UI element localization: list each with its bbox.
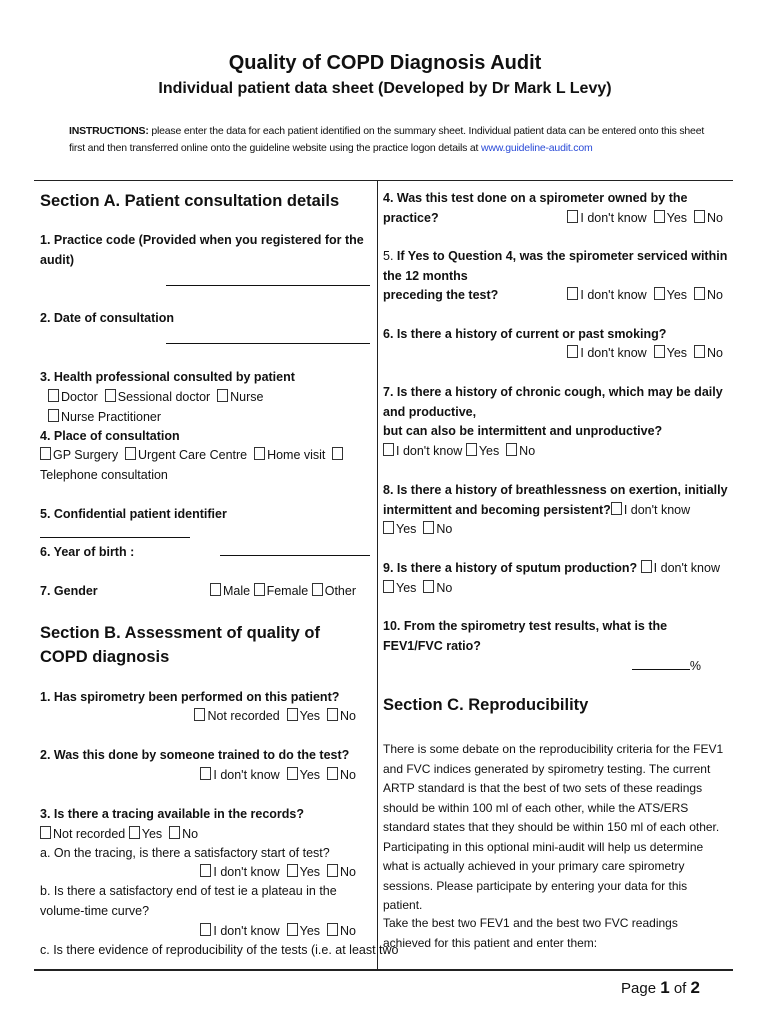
option-yes[interactable]: Yes: [466, 444, 499, 458]
option-yes[interactable]: Yes: [287, 865, 320, 879]
checkbox[interactable]: [567, 210, 578, 223]
section-a-q4: 4. Place of consultation: [40, 429, 180, 443]
option-nurse[interactable]: Nurse: [217, 390, 263, 404]
section-b-q3c: c. Is there evidence of reproducibility of the tests (i.e. at least two: [40, 943, 399, 957]
checkbox[interactable]: [287, 923, 298, 936]
serviced-options: [383, 286, 729, 306]
option-dont-know[interactable]: I don't know: [200, 768, 279, 782]
professional-options: [40, 388, 378, 427]
option-yes[interactable]: Yes: [383, 522, 416, 536]
option-no[interactable]: No: [694, 211, 723, 225]
option-nurse-practitioner[interactable]: Nurse Practitioner: [48, 410, 161, 424]
checkbox[interactable]: [327, 923, 338, 936]
checkbox[interactable]: [383, 521, 394, 534]
option-yes[interactable]: Yes: [129, 827, 162, 841]
checkbox[interactable]: [129, 826, 140, 839]
spirometer-owned-options: [383, 209, 729, 229]
checkbox[interactable]: [169, 826, 180, 839]
checkbox[interactable]: [125, 447, 136, 460]
option-other[interactable]: Other: [312, 584, 356, 598]
section-b-q3: 3. Is there a tracing available in the records? Not recorded Yes No: [40, 807, 304, 841]
checkbox[interactable]: [194, 708, 205, 721]
section-a-heading: Section A. Patient consultation details: [40, 192, 340, 210]
option-dont-know[interactable]: I don't know: [200, 924, 279, 938]
section-b-q3b: b. Is there a satisfactory end of test ie a plateau in the volume-time curve?: [40, 884, 337, 918]
option-dont-know[interactable]: I don't know: [567, 346, 646, 360]
checkbox[interactable]: [200, 864, 211, 877]
checkbox[interactable]: [611, 502, 622, 515]
section-c-paragraph-2: Take the best two FEV1 and the best two FVC readings achieved for this patient and enter them:: [383, 916, 678, 950]
checkbox[interactable]: [654, 345, 665, 358]
column-divider: [377, 180, 378, 970]
checkbox[interactable]: [48, 409, 59, 422]
checkbox[interactable]: [694, 345, 705, 358]
option-home-visit[interactable]: Home visit: [254, 448, 325, 462]
checkbox[interactable]: [383, 580, 394, 593]
option-dont-know[interactable]: I don't know: [611, 503, 690, 517]
option-female[interactable]: Female: [254, 584, 309, 598]
checkbox[interactable]: [567, 287, 578, 300]
option-doctor[interactable]: Doctor: [48, 390, 98, 404]
instructions-label: INSTRUCTIONS:: [69, 125, 149, 137]
checkbox[interactable]: [654, 287, 665, 300]
checkbox[interactable]: [40, 826, 51, 839]
option-yes[interactable]: Yes: [654, 211, 687, 225]
checkbox[interactable]: [506, 443, 517, 456]
checkbox[interactable]: [567, 345, 578, 358]
right-q6: 6. Is there a history of current or past smoking?: [383, 327, 667, 341]
option-no[interactable]: No: [327, 924, 356, 938]
option-dont-know[interactable]: I don't know: [567, 211, 646, 225]
option-no[interactable]: No: [694, 346, 723, 360]
checkbox[interactable]: [312, 583, 323, 596]
start-options: [40, 863, 370, 883]
option-dont-know[interactable]: I don't know: [383, 444, 462, 458]
option-not-recorded[interactable]: Not recorded: [40, 827, 125, 841]
smoking-options: [383, 344, 729, 364]
option-yes[interactable]: Yes: [383, 581, 416, 595]
option-no[interactable]: No: [327, 709, 356, 723]
checkbox[interactable]: [694, 287, 705, 300]
checkbox[interactable]: [40, 447, 51, 460]
practice-code-field[interactable]: [40, 273, 370, 293]
section-b-q3a: a. On the tracing, is there a satisfactory start of test?: [40, 846, 330, 860]
consultation-date-field[interactable]: [40, 331, 370, 351]
section-b-q2: 2. Was this done by someone trained to do the test?: [40, 748, 350, 762]
option-dont-know[interactable]: I don't know: [200, 865, 279, 879]
checkbox[interactable]: [423, 521, 434, 534]
right-q7b: but can also be intermittent and unproductive?I don't know Yes No: [383, 424, 663, 458]
section-c-heading: Section C. Reproducibility: [383, 696, 589, 714]
section-a-q7: 7. Gender: [40, 584, 98, 598]
checkbox[interactable]: [48, 389, 59, 402]
checkbox[interactable]: [327, 767, 338, 780]
option-dont-know[interactable]: I don't know: [641, 561, 720, 575]
document-subtitle: Individual patient data sheet (Developed by Dr Mark L Levy): [158, 80, 612, 97]
checkbox[interactable]: [287, 708, 298, 721]
option-yes[interactable]: Yes: [287, 768, 320, 782]
option-no[interactable]: No: [423, 581, 452, 595]
checkbox[interactable]: [641, 560, 652, 573]
right-q9: 9. Is there a history of sputum production? I don't know Yes No: [383, 561, 720, 595]
checkbox[interactable]: [332, 447, 343, 460]
option-yes[interactable]: Yes: [287, 924, 320, 938]
guideline-link[interactable]: www.guideline-audit.com: [480, 142, 593, 154]
option-dont-know[interactable]: I don't know: [567, 288, 646, 302]
section-b-heading: Section B. Assessment of quality of COPD diagnosis: [40, 624, 320, 666]
option-no[interactable]: No: [694, 288, 723, 302]
option-yes[interactable]: Yes: [654, 288, 687, 302]
option-male[interactable]: Male: [210, 584, 250, 598]
section-a-q1: 1. Practice code (Provided when you registered for the audit): [40, 233, 364, 267]
checkbox[interactable]: [423, 580, 434, 593]
option-no[interactable]: No: [327, 865, 356, 879]
option-sessional-doctor[interactable]: Sessional doctor: [105, 390, 210, 404]
option-urgent-care[interactable]: Urgent Care Centre: [125, 448, 247, 462]
option-gp-surgery[interactable]: GP Surgery: [40, 448, 118, 462]
checkbox[interactable]: [105, 389, 116, 402]
right-q5b: preceding the test?: [383, 288, 499, 302]
option-yes[interactable]: Yes: [654, 346, 687, 360]
end-options: [40, 922, 370, 942]
option-no[interactable]: No: [423, 522, 452, 536]
year-of-birth-field[interactable]: [40, 543, 370, 563]
place-options: [40, 446, 370, 485]
gender-options: [40, 582, 370, 602]
percent-unit: %: [689, 659, 701, 673]
trained-options: [40, 766, 370, 786]
page-number: 1: [660, 978, 670, 997]
page-footer: Page 1 of 2: [621, 978, 700, 997]
option-no[interactable]: No: [506, 444, 535, 458]
patient-identifier-field[interactable]: [40, 525, 190, 538]
right-q10: 10. From the spirometry test results, what is the FEV1/FVC ratio?: [383, 619, 668, 653]
section-c-paragraph-1: There is some debate on the reproducibility criteria for the FEV1 and FVC indices generated by spirometry testing. The current ARTP standard is that the best of two sets of these readings should be within 100 ml of each other, while the ATS/ERS standard states that they should be within 150 ml of each other. Participating in this optional mini-audit will help us determine what is actually achieved in your primary care spirometry sessions. Please participate by entering your data for this patient.: [383, 742, 724, 912]
checkbox[interactable]: [254, 447, 265, 460]
instructions: [69, 123, 709, 157]
checkbox[interactable]: [217, 389, 228, 402]
section-a-q3: 3. Health professional consulted by patient: [40, 370, 295, 384]
right-q5: 5. If Yes to Question 4, was the spirometer serviced within the 12 months: [383, 249, 728, 283]
instructions-text: please enter the data for each patient identified on the summary sheet. Individual patient data can be entered onto this sheet first and then transferred online onto the guideline website using the practice logon details at: [69, 125, 705, 154]
spirometry-options: [40, 707, 370, 727]
fev1-fvc-ratio-field[interactable]: [383, 657, 729, 677]
option-not-recorded[interactable]: Not recorded: [194, 709, 279, 723]
checkbox[interactable]: [254, 583, 265, 596]
checkbox[interactable]: [327, 864, 338, 877]
checkbox[interactable]: [210, 583, 221, 596]
section-a-q6: 6. Year of birth :: [40, 545, 135, 559]
checkbox[interactable]: [466, 443, 477, 456]
checkbox[interactable]: [383, 443, 394, 456]
checkbox[interactable]: [327, 708, 338, 721]
checkbox[interactable]: [287, 864, 298, 877]
right-q4: 4. Was this test done on a spirometer owned by the practice?: [383, 191, 688, 225]
section-b-q1: 1. Has spirometry been performed on this patient?: [40, 690, 340, 704]
page-total: 2: [690, 978, 700, 997]
document-title: Quality of COPD Diagnosis Audit: [228, 52, 542, 74]
checkbox[interactable]: [694, 210, 705, 223]
section-a-q5: 5. Confidential patient identifier: [40, 505, 370, 544]
right-q7: 7. Is there a history of chronic cough, which may be daily and productive,: [383, 385, 723, 419]
checkbox[interactable]: [200, 767, 211, 780]
checkbox[interactable]: [200, 923, 211, 936]
option-no[interactable]: No: [169, 827, 198, 841]
option-no[interactable]: No: [327, 768, 356, 782]
option-telephone[interactable]: Telephone consultation: [40, 448, 345, 482]
checkbox[interactable]: [287, 767, 298, 780]
right-q8: 8. Is there a history of breathlessness on exertion, initially intermittent and becoming persistent? I don't know Yes No: [383, 483, 728, 536]
checkbox[interactable]: [654, 210, 665, 223]
section-a-q2: 2. Date of consultation: [40, 311, 175, 325]
option-yes[interactable]: Yes: [287, 709, 320, 723]
